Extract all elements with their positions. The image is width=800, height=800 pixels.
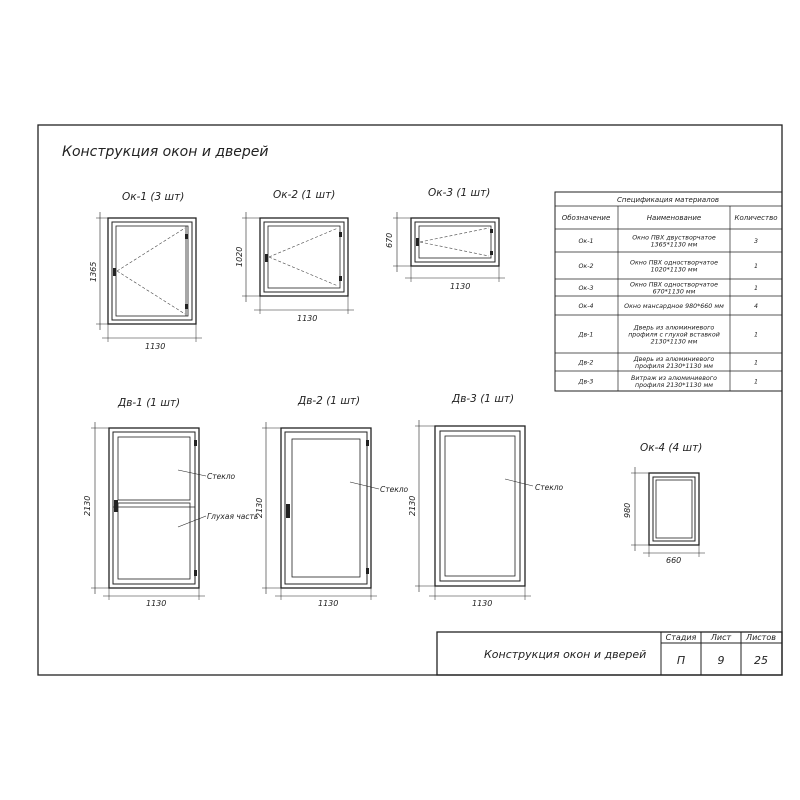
ok4-height-label: 980 xyxy=(623,502,632,518)
dv1-callout-line xyxy=(178,516,206,527)
spec-row-name: профиля с глухой вставкой xyxy=(628,331,720,339)
dv2-label: Дв-2 (1 шт) xyxy=(298,395,361,407)
dv2-width-label: 1130 xyxy=(318,599,339,608)
dv3-callout-glass: Стекло xyxy=(535,483,564,492)
dv1-outer-frame xyxy=(109,428,199,588)
ok4-label: Ок-4 (4 шт) xyxy=(640,442,703,454)
spec-row-code: Ок-4 xyxy=(578,303,594,310)
ok3-hinge xyxy=(490,229,493,233)
dv3-label: Дв-3 (1 шт) xyxy=(452,393,515,405)
spec-row-qty: 1 xyxy=(753,263,759,270)
dv2-glass xyxy=(292,439,360,577)
title-block-sheets: 25 xyxy=(754,654,768,667)
dv1-callout-line xyxy=(178,470,206,476)
dv3-frame-inner xyxy=(440,431,520,581)
dv1-label: Дв-1 (1 шт) xyxy=(118,397,181,409)
spec-row-name: Дверь из алюминиевого xyxy=(633,324,715,332)
spec-row-name: 1020*1130 мм xyxy=(650,266,698,274)
dv2-height-label: 2130 xyxy=(255,497,264,518)
dv1-hinge xyxy=(194,570,197,576)
ok2-width-label: 1130 xyxy=(297,314,318,323)
ok1-inner-frame xyxy=(112,222,192,320)
dv1-hinge xyxy=(194,440,197,446)
dv2-callout-line xyxy=(350,482,379,489)
spec-row-code: Дв-2 xyxy=(578,359,594,367)
spec-row-name: профиля 2130*1130 мм xyxy=(635,362,713,370)
title-block-stage: П xyxy=(676,654,686,667)
spec-row-qty: 1 xyxy=(753,285,759,292)
ok1-height-label: 1365 xyxy=(89,261,98,282)
spec-row-code: Ок-2 xyxy=(578,263,594,270)
spec-row-code: Дв-1 xyxy=(578,331,594,339)
dv3-outer-frame xyxy=(435,426,525,586)
dv2-callout-glass: Стекло xyxy=(380,485,409,494)
dv2-outer-frame xyxy=(281,428,371,588)
ok4-glass xyxy=(656,480,692,538)
spec-row-name: 2130*1130 мм xyxy=(650,338,698,346)
ok4-width-label: 660 xyxy=(666,556,682,565)
dv1-callout-blind: Глухая часть xyxy=(207,512,259,521)
ok1-label: Ок-1 (3 шт) xyxy=(122,191,185,203)
title-block-header-sheets: Листов xyxy=(746,633,776,642)
window-ok2 xyxy=(235,189,354,323)
ok2-handle xyxy=(265,254,268,262)
dv2-leaf xyxy=(285,432,367,584)
dv1-callout-glass: Стекло xyxy=(207,472,236,481)
title-block-sheet: 9 xyxy=(717,654,725,667)
ok3-inner-frame xyxy=(415,222,495,262)
spec-row-code: Ок-1 xyxy=(578,238,594,245)
dv3-height-label: 2130 xyxy=(408,495,417,516)
spec-row-name: профиля 2130*1130 мм xyxy=(635,381,713,389)
dv1-blind-panel xyxy=(118,503,190,579)
dv1-handle xyxy=(114,500,118,512)
spec-row-qty: 1 xyxy=(753,359,759,367)
spec-row-name: Окно ПВХ одностворчатое xyxy=(630,281,718,289)
ok1-handle xyxy=(113,268,116,276)
title-block-header-sheet: Лист xyxy=(710,633,732,642)
ok3-outer-frame xyxy=(411,218,499,266)
ok2-sash xyxy=(268,226,340,288)
ok2-opening-line xyxy=(269,257,338,286)
dv3-width-label: 1130 xyxy=(472,599,493,608)
spec-row-name: Окно ПВХ двустворчатое xyxy=(632,234,716,242)
door-dv2 xyxy=(255,395,409,608)
spec-row-code: Ок-3 xyxy=(578,285,594,292)
title-block xyxy=(437,632,782,675)
ok1-hinge xyxy=(185,304,188,309)
ok4-outer-frame xyxy=(649,473,699,545)
ok3-handle xyxy=(416,238,419,246)
ok3-height-label: 670 xyxy=(385,232,394,248)
ok2-opening-line xyxy=(269,228,338,257)
dv2-hinge xyxy=(366,568,369,574)
window-ok1 xyxy=(89,191,202,351)
ok1-sash-left xyxy=(116,226,188,316)
spec-header-code: Обозначение xyxy=(561,214,611,222)
ok1-hinge xyxy=(185,234,188,239)
dv1-width-label: 1130 xyxy=(146,599,167,608)
ok1-outer-frame xyxy=(108,218,196,324)
title-block-header-stage: Стадия xyxy=(665,633,697,642)
spec-row-qty: 1 xyxy=(753,378,759,386)
ok2-hinge xyxy=(339,276,342,281)
title-block-name: Конструкция окон и дверей xyxy=(484,648,647,661)
spec-row-name: Дверь из алюминиевого xyxy=(633,355,715,363)
spec-row-name: Витраж из алюминиевого xyxy=(631,374,717,382)
spec-row-name: Окно мансардное 980*660 мм xyxy=(624,302,724,310)
ok1-opening-line xyxy=(117,271,185,314)
dv1-height-label: 2130 xyxy=(83,495,92,516)
ok2-hinge xyxy=(339,232,342,237)
window-ok4 xyxy=(623,442,705,565)
dv3-glass xyxy=(445,436,515,576)
ok2-height-label: 1020 xyxy=(235,246,244,267)
door-dv1 xyxy=(83,397,258,608)
spec-row-name: 670*1130 мм xyxy=(652,288,696,296)
dv1-leaf xyxy=(113,432,195,584)
ok3-width-label: 1130 xyxy=(450,282,471,291)
ok3-hinge xyxy=(490,251,493,255)
spec-table xyxy=(555,192,782,391)
spec-row-qty: 4 xyxy=(753,303,759,310)
spec-header-qty: Количество xyxy=(734,214,778,222)
ok3-opening-line xyxy=(420,242,489,256)
spec-row-qty: 3 xyxy=(753,238,759,245)
door-dv3 xyxy=(408,393,564,608)
ok4-inner-frame xyxy=(653,477,695,541)
dv3-callout-line xyxy=(505,479,533,486)
ok2-outer-frame xyxy=(260,218,348,296)
spec-header-name: Наименование xyxy=(646,214,702,222)
ok3-opening-line xyxy=(420,228,489,242)
dv2-hinge xyxy=(366,440,369,446)
spec-row-code: Дв-3 xyxy=(578,378,594,386)
spec-row-qty: 1 xyxy=(753,331,759,339)
spec-row-name: 1365*1130 мм xyxy=(650,241,698,249)
dv1-glass-top xyxy=(118,437,190,500)
ok1-opening-line xyxy=(117,228,185,271)
ok2-inner-frame xyxy=(264,222,344,292)
ok2-label: Ок-2 (1 шт) xyxy=(273,189,336,201)
window-ok3 xyxy=(385,187,505,291)
ok3-label: Ок-3 (1 шт) xyxy=(428,187,491,199)
spec-row-name: Окно ПВХ одностворчатое xyxy=(630,259,718,267)
dv2-handle xyxy=(286,504,290,518)
sheet-title: Конструкция окон и дверей xyxy=(62,144,269,160)
ok1-width-label: 1130 xyxy=(145,342,166,351)
spec-table-title: Спецификация материалов xyxy=(616,196,720,204)
ok3-sash xyxy=(419,226,491,258)
